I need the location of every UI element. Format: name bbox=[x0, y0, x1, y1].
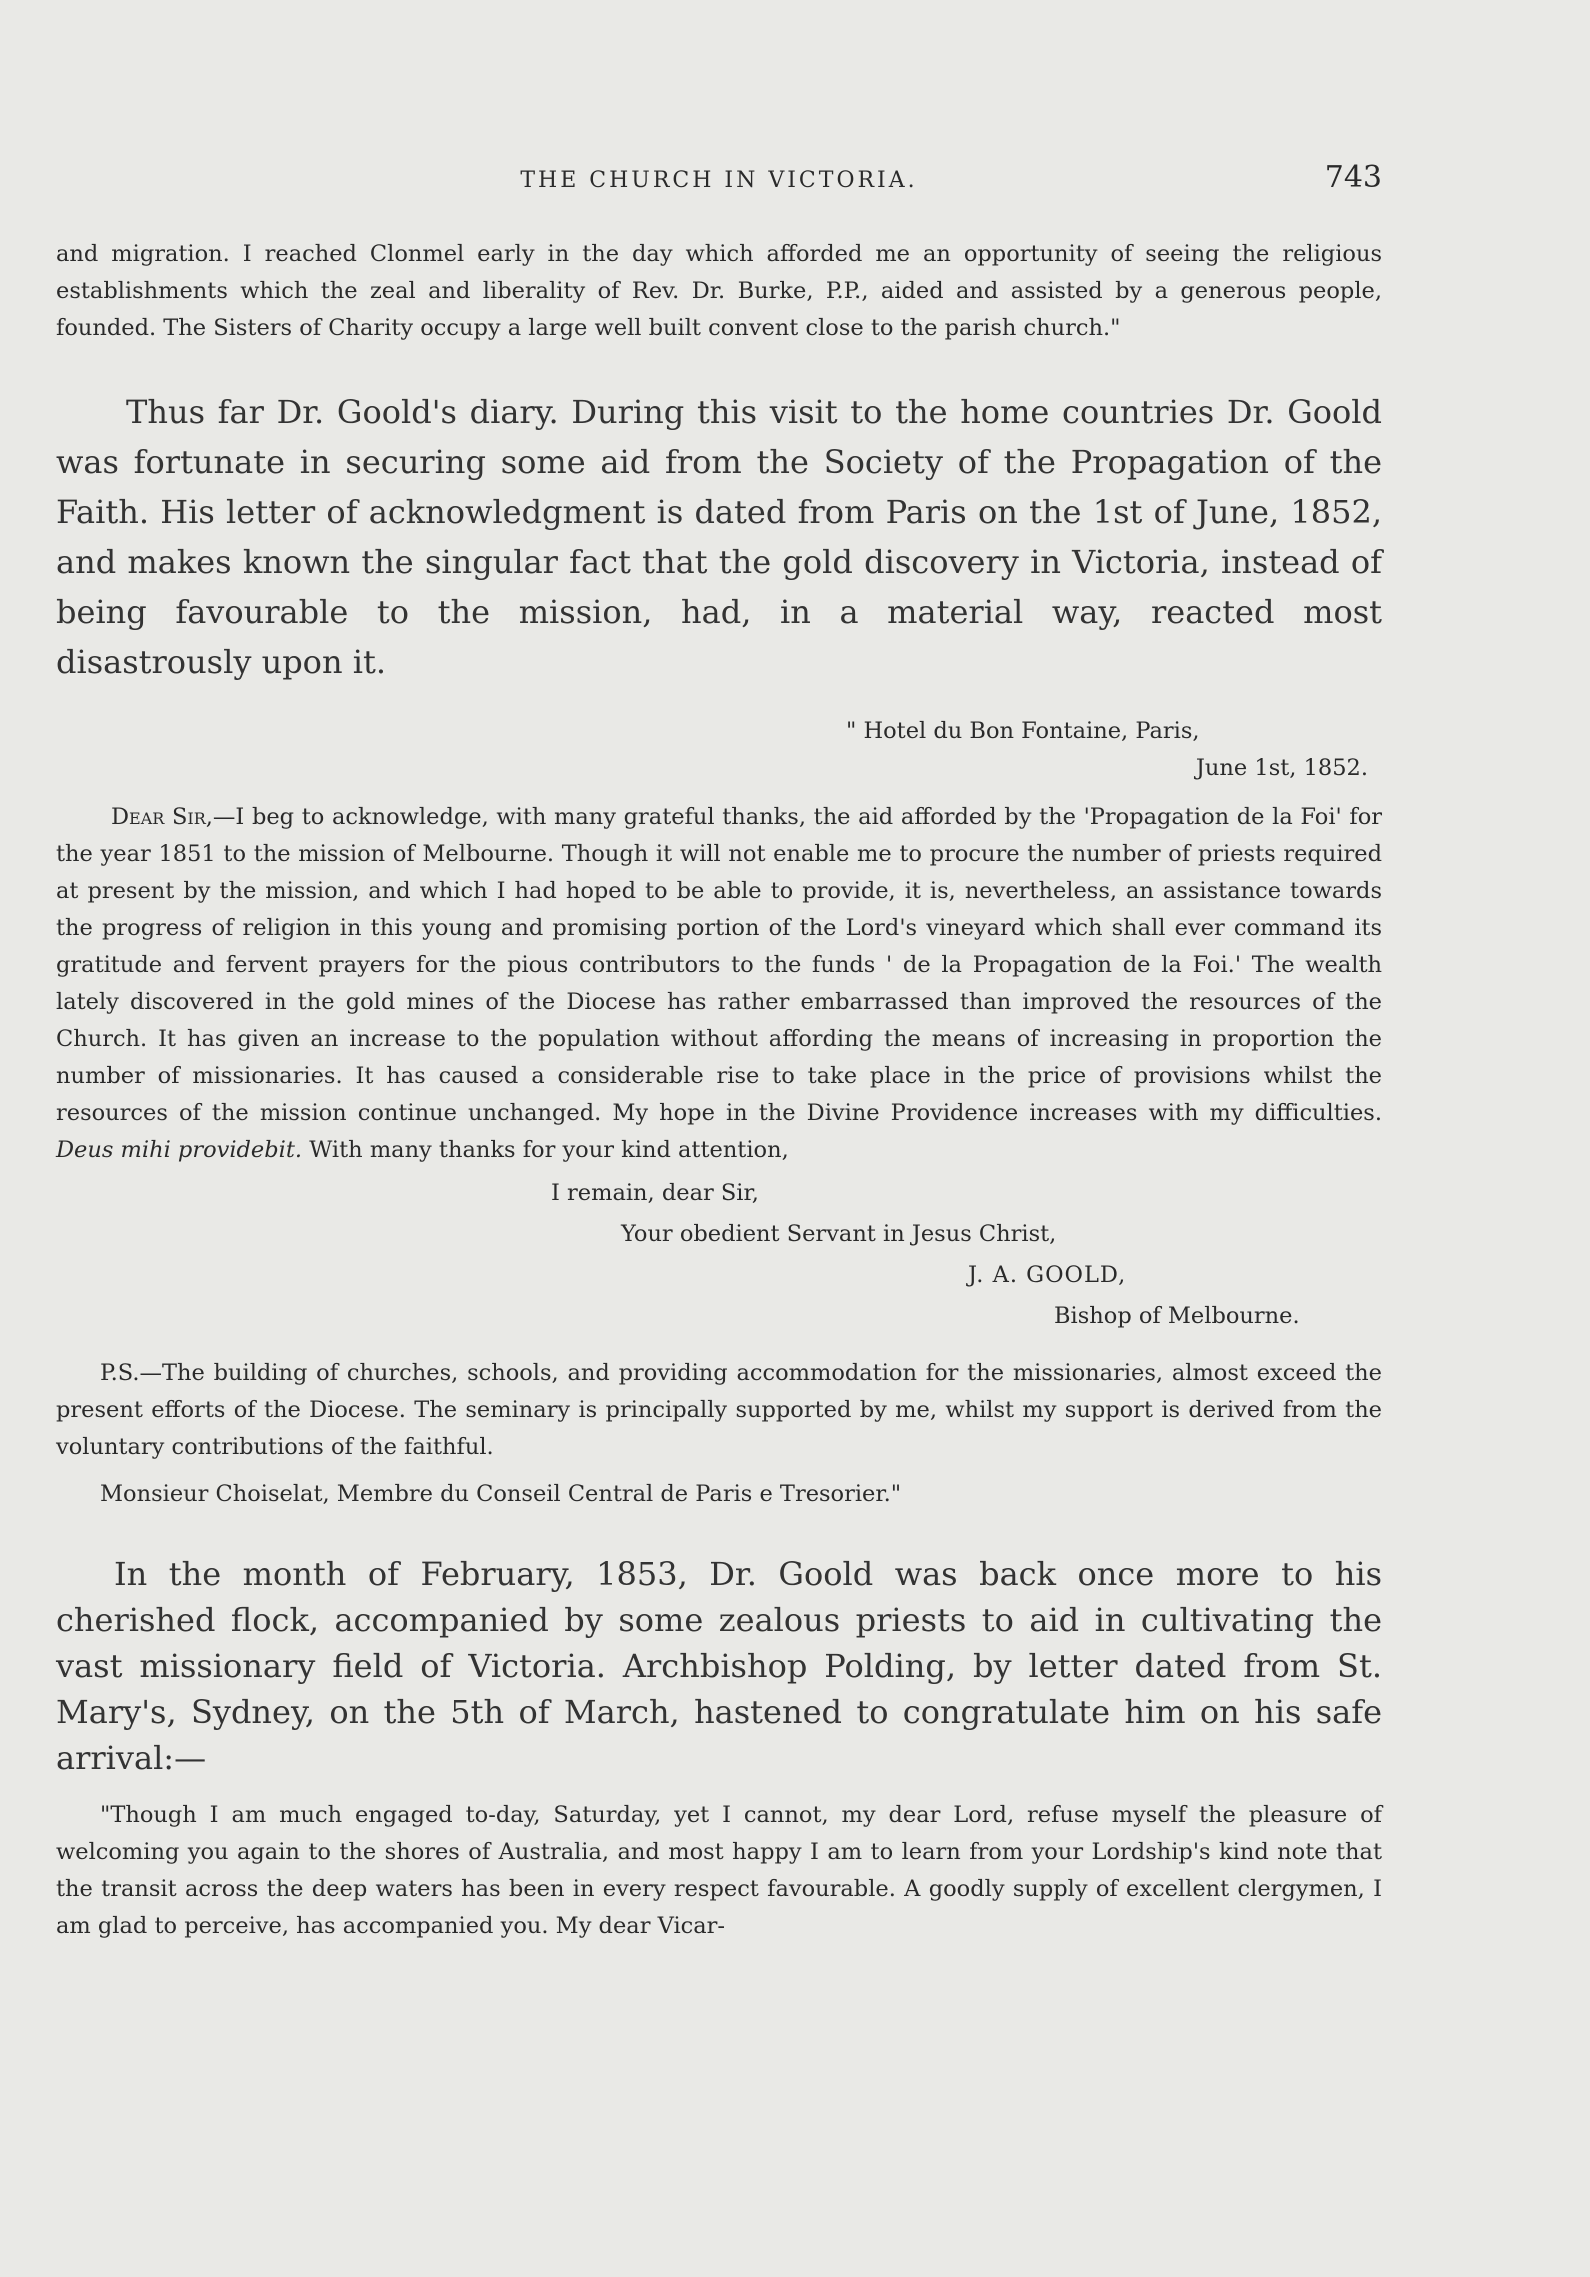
letter-servant: Your obedient Servant in Jesus Christ, bbox=[621, 1221, 1057, 1247]
page-number: 743 bbox=[1324, 160, 1382, 195]
letter-address: " Hotel du Bon Fontaine, Paris, bbox=[846, 718, 1200, 744]
letter-body-text: —I beg to acknowledge, with many grateful thanks, the aid afforded by the 'Propagation de la Foi' for the year 1851 to the mission of Melbourne. Though it will not enable me to procure the number of priests required at present by the mission, and which I had hoped to be able to provide, it is, nevertheless, an assistance towards the progress of religion in this young and promising portion of the Lord's vineyard which shall ever command its gratitude and fervent prayers for the pious contributors to the funds ' de la Propagation de la Foi.' The wealth lately discovered in the gold mines of the Diocese has rather embarrassed than improved the resources of the Church. It has given an increase to the population without affording the means of increasing in proportion the number of missionaries. It has caused a considerable rise to take place in the price of provisions whilst the resources of the mission continue unchanged. My hope in the Divine Providence increases with my difficulties. bbox=[56, 804, 1382, 1126]
paragraph-diary: Thus far Dr. Goold's diary. During this visit to the home countries Dr. Goold was fortunate in securing some aid from the Society of the Propagation of the Faith. His letter of acknowledgment is dated from Paris on the 1st of June, 1852, and makes known the singular fact that the gold discovery in Victoria, instead of being favourable to the mission, had, in a material way, reacted most disastrously upon it. bbox=[56, 393, 1382, 681]
letter-salutation: Dear Sir, bbox=[111, 804, 213, 830]
letter-latin: Deus mihi providebit. bbox=[56, 1137, 303, 1163]
page-header bbox=[56, 160, 1382, 200]
page-body bbox=[56, 236, 1382, 1945]
letter-body bbox=[56, 799, 1382, 1169]
letter-addressee: Monsieur Choiselat, Membre du Conseil Central de Paris e Tresorier." bbox=[100, 1481, 902, 1507]
opening-quote: and migration. I reached Clonmel early in the day which afforded me an opportunity of seeing the religious establishments which the zeal and liberality of Rev. Dr. Burke, P.P., aided and assisted by a generous people, founded. The Sisters of Charity occupy a large well built convent close to the parish church." bbox=[56, 241, 1382, 341]
letter-remain: I remain, dear Sir, bbox=[551, 1180, 759, 1206]
paragraph-return: In the month of February, 1853, Dr. Goold was back once more to his cherished flock, accompanied by some zealous priests to aid in cultivating the vast missionary field of Victoria. Archbishop Polding, by letter dated from St. Mary's, Sydney, on the 5th of March, hastened to congratulate him on his safe arrival:— bbox=[56, 1555, 1382, 1777]
letter-signature: J. A. GOOLD, bbox=[968, 1262, 1127, 1288]
letter-bishop-title: Bishop of Melbourne. bbox=[1054, 1303, 1300, 1329]
closing-quote: "Though I am much engaged to-day, Saturday, yet I cannot, my dear Lord, refuse myself the pleasure of welcoming you again to the shores of Australia, and most happy I am to learn from your Lordship's kind note that the transit across the deep waters has been in every respect favourable. A goodly supply of excellent clergymen, I am glad to perceive, has accompanied you. My dear Vicar- bbox=[56, 1802, 1382, 1939]
letter bbox=[56, 713, 1382, 1513]
letter-closing-thanks: With many thanks for your kind attention, bbox=[309, 1137, 789, 1163]
letter-postscript: P.S.—The building of churches, schools, and providing accommodation for the missionaries, almost exceed the present efforts of the Diocese. The seminary is principally supported by me, whilst my support is derived from the voluntary contributions of the faithful. bbox=[56, 1360, 1382, 1460]
running-title: THE CHURCH IN VICTORIA. bbox=[520, 168, 918, 193]
letter-date: June 1st, 1852. bbox=[1195, 755, 1368, 781]
